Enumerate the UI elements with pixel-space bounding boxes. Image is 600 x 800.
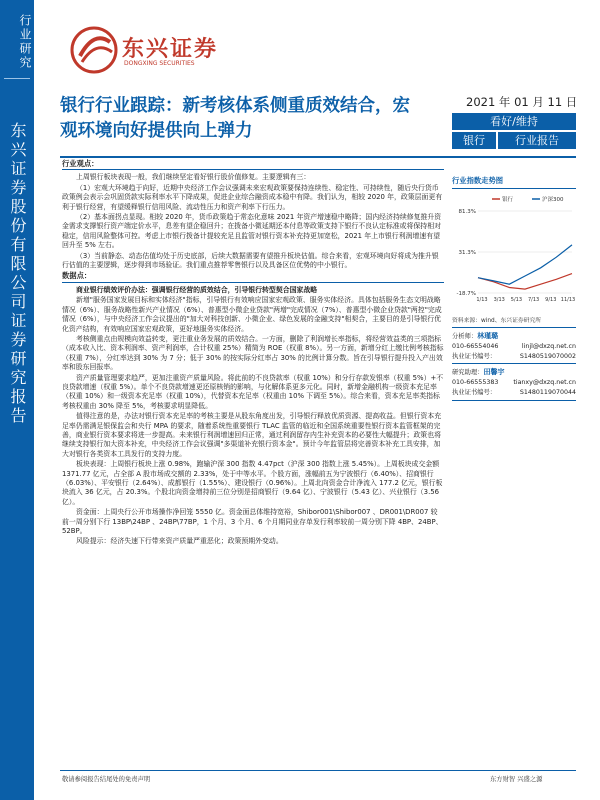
analyst-name: 林瑾璐 [477,332,499,340]
x-tick-label: 1/13 [476,297,488,303]
tag-type: 行业报告 [498,132,576,149]
section-heading-view: 行业观点： [62,159,444,170]
analyst-email[interactable]: linjl@dxzq.net.cn [521,342,576,350]
legend-label: 银行 [502,197,514,203]
x-tick-label: 11/13 [560,297,576,303]
logo-text-en: DONGXING SECURITIES [124,60,195,67]
analyst-cert-no: S1480519070002 [519,352,576,360]
paragraph-bold: 商业银行绩效评价办法：强调银行经营的质效结合，引导银行转型契合国家战略 [76,285,318,294]
report-date: 2021 年 01 月 11 日 [466,95,578,109]
y-tick-label: -18.7% [456,291,476,297]
report-title: 银行行业跟踪：新考核体系侧重质效结合，宏观环境向好提供向上弹力 [60,96,410,141]
rating-badge: 看好/维持 [452,113,576,130]
analyst-cert-label: 执业证书编号： [452,352,497,360]
logo-text-cn: 东兴证券 [122,37,219,62]
analyst-divider [452,400,576,401]
footer-slogan: 东方财智 兴盛之源 [490,776,543,783]
paragraph: 风险提示：经济失速下行带来资产质量严重恶化；政策预期外变动。 [76,537,283,546]
index-chart [452,193,576,313]
paragraph: （1）宏观大环境趋于向好，近期中央经济工作会议强调未来宏观政策要保持连续性、稳定性、可持续性，随后央行货币政策例会表示会巩固货款实际利率水平下降成果，促进企业综合融资成本稳中有降。我们认为，相较 2020 年，政策层面更有利于银行经营，有望缓释银行信用风险、流动性压力和资产利率下行压力。 [62,183,443,211]
x-tick-label: 5/13 [510,297,523,303]
x-tick-label: 3/13 [493,297,505,303]
main-column [62,159,444,548]
analyst-block-1 [452,332,576,364]
paragraph: 上周银行板块表现一般，我们继续坚定看好银行股价值修复。主要逻辑有三： [76,173,311,182]
analyst-cert-label: 执业证书编号： [452,388,497,396]
chart-source: 资料来源：wind、东兴证券研究所 [452,315,576,328]
section-heading-data: 数据点： [62,271,444,282]
x-tick-label: 9/13 [545,297,557,303]
footer-disclaimer: 敬请参阅报告结尾处的免责声明 [62,776,151,783]
paragraph: 考核侧重点由规模向效益转变，更注重业务发展的质效结合。一方面，删除了利润增长率指标，将经营效益类的三项指标（成本收入比、资本利润率、资产利润率，合计权重 25%）精简为 ROE（权重 8%）。另一方面，新增分红上缴比例考核指标（权重 7%），分红率达到 30% 为 7 分；低于 30% 的按实际分红率占 30% 的比例计算分数。旨在引导银行提升投入产出效率和股东回报率。 [62,334,444,372]
header-rule [60,156,576,158]
y-tick-label: 81.3% [458,209,476,215]
analyst-cert-no: S1480119070044 [519,388,576,396]
y-tick-label: 31.3% [458,250,476,256]
analyst-role: 分析师： [452,333,478,340]
analyst-role: 研究助理： [452,369,484,377]
legend-label: 沪深300 [542,197,564,203]
analyst-phone: 010-66554046 [452,342,499,350]
tag-row [452,132,576,149]
analyst-divider [452,363,576,364]
footer-rule [60,770,576,771]
paragraph: 值得注意的是，办法对银行资本充足率的考核主要是从股东角度出发，引导银行释放优质资源、提高收益。但银行资本充足率仍需满足银保监会和央行 MPA 的要求，随着系统性重要银行 TLAC 监管的临近和全国系统重要性银行资本监管框架的完善，商业银行资本要求将进一步提高。未来银行利润增速回归正常，通过利润留存内生补充资本的必要性大幅提升；政策也将继续支持银行加大资本补充，中央经济工作会议强调"多渠道补充银行资本金"。预计今年监管层将完善资本补充工具安排，加大对银行各类资本工具发行的支持力度。 [62,412,442,458]
analyst-email[interactable]: tianxy@dxzq.net.cn [513,379,576,387]
analyst-phone: 010-66555383 [452,379,499,387]
analyst-name: 田馨宇 [483,368,505,377]
sidebar-firm-label: 东兴证券股份有限公司证券研究报告 [8,122,27,426]
analyst-block-2 [452,368,576,400]
chart-heading: 行业指数走势图 [452,176,576,189]
paragraph: （3）当前静态、动态估值均处于历史底部，后续大数据需要有望推升板块估值。综合来看，宏观环境向好将成为推升银行估值的主要逻辑，逐步得到市场验证。我们重点推荐零售银行以及具备区位优势的中小银行。 [62,251,439,270]
sidebar-category: 行业研究 [0,0,34,78]
right-column [452,176,576,404]
paragraph: 资产质量管理要求趋严，更加注重资产质量风险。将此前的不良贷款率（权重 10%）和分行存款发银率（权重 5%）+不良贷款增速（权重 5%）。单个不良贷款增速更还原核销的影响，与化解体系更多元化。同时，新增金融机构一级资本充足率（权重 10%）和一级资本充足率（权重 10%），代替资本充足率（权重由 10% 下调至 5%）。综合来看，资本充足率类指标考核权重由 30% 降至 5%，考核要求明显降低。 [62,373,444,410]
tag-sector: 银行 [452,132,496,149]
sidebar-divider [4,78,30,79]
paragraph: 板块表现：上周银行板块上涨 0.98%，跑输沪深 300 指数 4.47pct（沪深 300 指数上涨 5.45%）。上周板块成交金额 1371.77 亿元，占全部 A 股市场成交额的 2.33%，处于中等水平。个股方面，涨幅前五为宁波银行（6.40%）、招商银行（6.03%）、平安银行（2.64%）、成都银行（1.55%）、建设银行（0.96%）。上周北向资金合计净流入 177.2 亿元，银行板块流入 36 亿元，占 20.3%。个股北向资金增持前三位分别是招商银行（9.64 亿）、宁波银行（5.43 亿）、兴业银行（3.56 亿）。 [62,460,443,506]
paragraph: （2）基本面拐点显现。相较 2020 年，货币政策趋于常态化意味 2021 年资产增速稳中略降；国内经济持续修复推升资金需求支撑银行资产端定价水平，息差有望企稳回升；在拨备小微延期还本付息等政策支持下银行不良认定标准或将保持相对稳定，信用风险整体可控。考虑上市银行拨备计提较充足且监管对银行资本补充持更加宽松，2021 年上市银行利润增速有望回升至 5% 左右。 [62,213,442,250]
x-tick-label: 7/13 [527,297,540,303]
company-logo [70,20,260,84]
paragraph: 新增"服务国家发展目标和实体经济"指标，引导银行有效响应国家宏观政策、服务实体经济。具体包括服务生态文明战略情况（6%）、服务战略性新兴产业情况（6%）、普惠型小微企业贷款"两增"完成情况（7%）、普惠型小微企业贷款"两控"完成情况（6%），与中央经济工作会议提出的"加大对科技创新、小微企业、绿色发展的金融支持"相契合，主要目的是引导银行优化资产结构，有效响应国家宏观政策，更好地服务实体经济。 [62,296,442,333]
chart-svg [452,193,576,313]
paragraph: 资金面：上周央行公开市场操作净回笼 5550 亿。资金面总体维持宽裕，Shibor001\Shibor007 、DR001\DR007 较前一周分别下行 13BP\24BP 、24BP\77BP，1 个月、3 个月、6 个月期同业存单发行利率较前一周分别下降 4BP、24BP、52BP。 [62,508,443,536]
